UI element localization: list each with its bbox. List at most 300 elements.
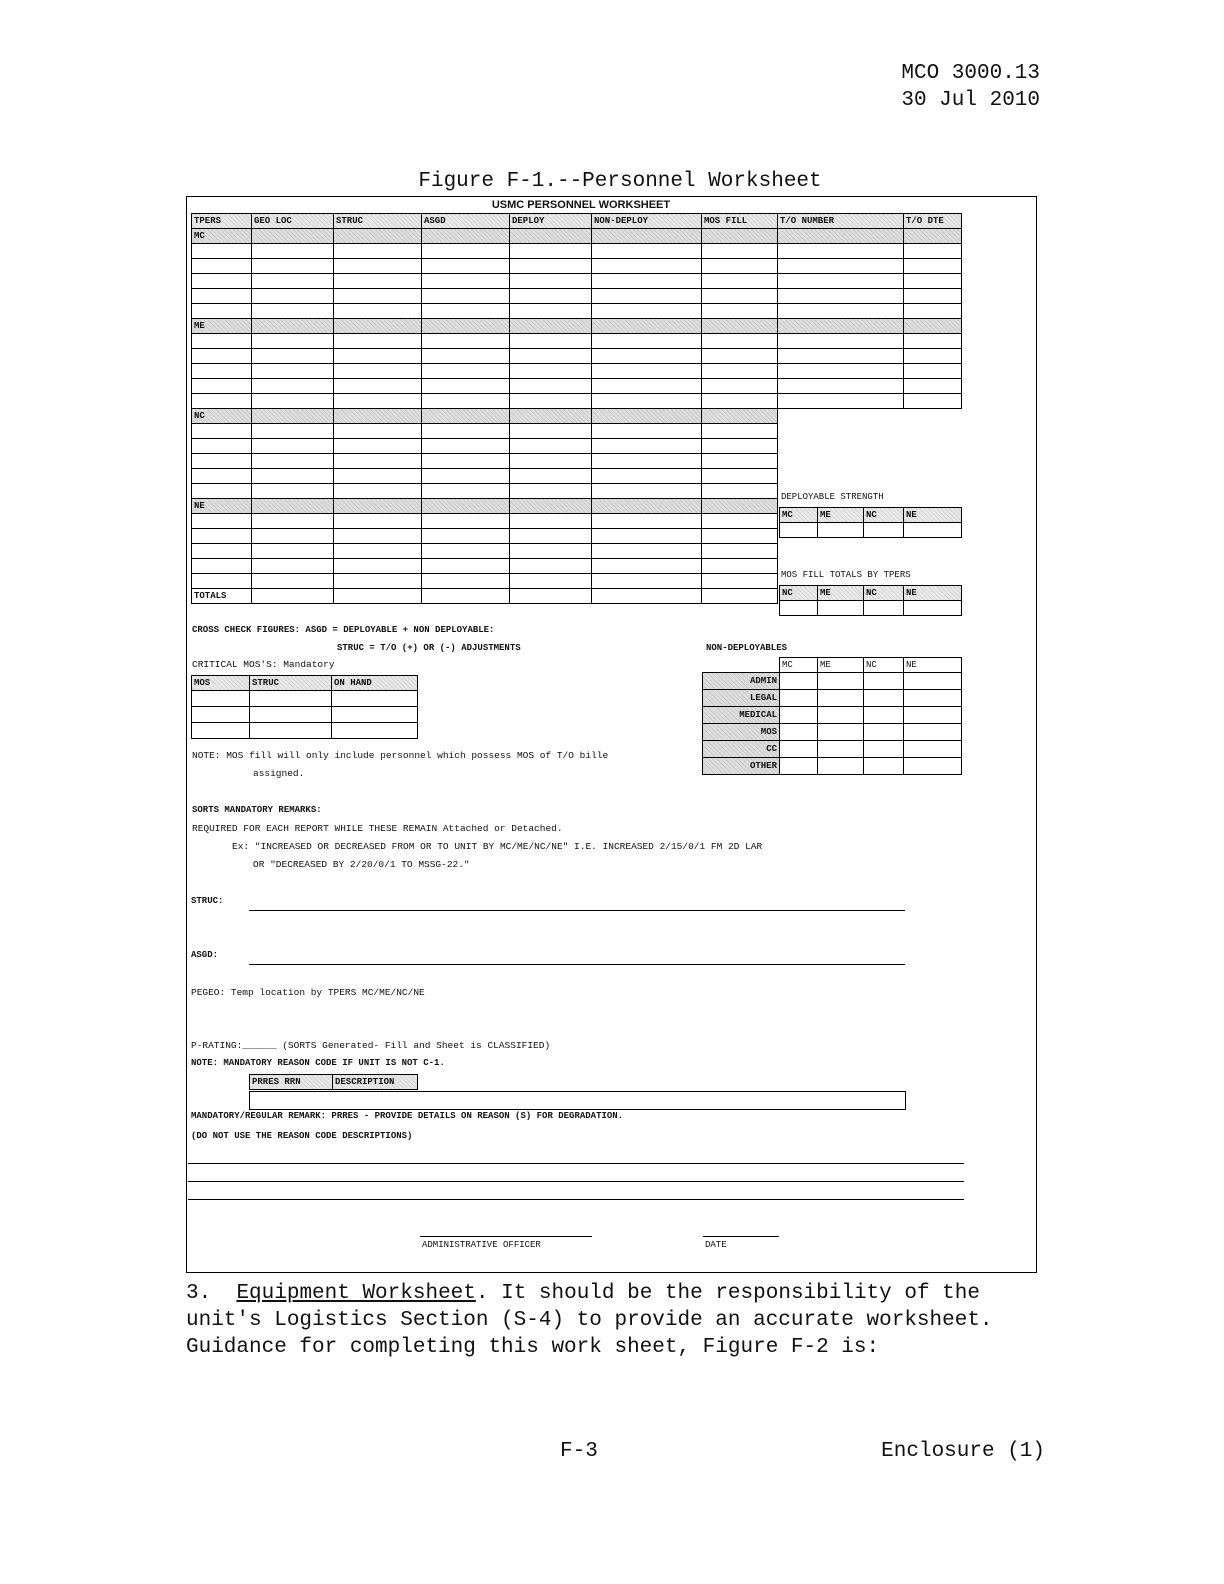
grid-cell[interactable] [510,244,592,259]
value-cell[interactable] [904,741,962,758]
header-row [780,586,962,601]
grid-cell[interactable] [778,229,904,244]
grid-cell[interactable] [334,364,422,379]
value-cell[interactable] [904,690,962,707]
grid-cell[interactable] [422,229,510,244]
admin-officer-signature-line[interactable] [420,1236,592,1237]
grid-cell[interactable] [422,334,510,349]
grid-cell[interactable] [510,469,592,484]
grid-cell[interactable] [510,394,592,409]
grid-cell[interactable] [778,379,904,394]
grid-cell[interactable] [510,349,592,364]
grid-cell[interactable] [904,319,962,334]
grid-cell[interactable] [510,574,592,589]
grid-cell[interactable] [904,394,962,409]
nondep-label-other: OTHER [703,758,780,775]
grid-cell[interactable] [778,304,904,319]
grid-cell[interactable] [252,439,334,454]
value-cell[interactable] [192,691,250,707]
grid-cell[interactable] [334,244,422,259]
col-header-nc: NC [780,586,818,601]
grid-cell[interactable] [702,499,778,514]
grid-cell[interactable] [592,439,702,454]
grid-cell[interactable] [334,544,422,559]
grid-cell[interactable] [592,394,702,409]
grid-cell[interactable] [702,484,778,499]
grid-cell[interactable] [252,424,334,439]
value-cell[interactable] [780,690,818,707]
grid-cell[interactable] [904,364,962,379]
grid-cell[interactable] [778,259,904,274]
grid-cell[interactable] [778,244,904,259]
value-cell[interactable] [864,523,904,538]
critical-mos-label: CRITICAL MOS'S: Mandatory [192,659,335,670]
grid-cell[interactable] [422,559,510,574]
grid-cell[interactable] [334,409,422,424]
value-cell[interactable] [904,707,962,724]
grid-cell[interactable] [510,454,592,469]
grid-cell[interactable] [334,424,422,439]
grid-cell[interactable] [904,244,962,259]
grid-cell[interactable] [702,529,778,544]
grid-cell[interactable] [334,484,422,499]
note-mos-line2: assigned. [253,768,305,779]
value-cell[interactable] [818,724,864,741]
grid-cell[interactable] [510,259,592,274]
grid-cell[interactable] [702,469,778,484]
critical-mos-table [191,675,418,739]
value-cell[interactable] [780,601,818,616]
value-cell[interactable] [332,723,418,739]
cross-check-line1: CROSS CHECK FIGURES: ASGD = DEPLOYABLE + NON DEPLOYABLE: [192,625,495,635]
grid-cell[interactable] [252,484,334,499]
grid-cell[interactable] [702,439,778,454]
col-header-nc: NC [864,586,904,601]
grid-cell[interactable] [702,574,778,589]
value-cell[interactable] [904,673,962,690]
grid-cell[interactable] [334,259,422,274]
grid-cell[interactable] [252,259,334,274]
grid-cell[interactable] [422,259,510,274]
remark-line-2[interactable] [188,1181,964,1182]
grid-cell[interactable] [334,319,422,334]
grid-cell[interactable] [904,229,962,244]
grid-cell[interactable] [702,394,778,409]
grid-cell[interactable] [252,394,334,409]
grid-cell[interactable] [702,379,778,394]
grid-cell[interactable] [702,274,778,289]
nondep-row [703,690,962,707]
grid-row [192,319,962,334]
grid-cell[interactable] [252,289,334,304]
nondep-col-mc: MC [780,658,818,673]
grid-cell[interactable] [192,529,252,544]
grid-cell[interactable] [252,544,334,559]
grid-cell[interactable] [510,289,592,304]
value-row [780,523,962,538]
value-cell[interactable] [818,523,864,538]
grid-cell[interactable] [592,454,702,469]
grid-cell[interactable] [592,529,702,544]
grid-cell[interactable] [422,499,510,514]
reason-entry-box[interactable] [249,1091,906,1110]
value-cell[interactable] [864,690,904,707]
grid-cell[interactable] [252,304,334,319]
grid-cell[interactable] [252,469,334,484]
grid-cell[interactable] [592,514,702,529]
grid-cell[interactable] [252,574,334,589]
group-label-me: ME [192,319,252,334]
grid-row [192,544,962,559]
grid-cell[interactable] [592,244,702,259]
grid-cell[interactable] [510,484,592,499]
grid-cell[interactable] [334,334,422,349]
grid-cell[interactable] [778,289,904,304]
value-cell[interactable] [250,723,332,739]
grid-cell[interactable] [252,274,334,289]
grid-cell[interactable] [592,259,702,274]
grid-cell[interactable] [510,409,592,424]
grid-row [192,304,962,319]
value-cell[interactable] [780,673,818,690]
sorts-line3: OR "DECREASED BY 2/20/0/1 TO MSSG-22." [253,859,470,870]
grid-row [192,424,962,439]
nondep-label-medical: MEDICAL [703,707,780,724]
grid-cell[interactable] [252,499,334,514]
col-header-tpers: TPERS [192,214,252,229]
col-header-mc: MC [780,508,818,523]
grid-cell[interactable] [592,499,702,514]
value-cell[interactable] [818,758,864,775]
grid-cell[interactable] [192,439,252,454]
value-cell[interactable] [332,707,418,723]
grid-row [192,229,962,244]
grid-cell[interactable] [702,424,778,439]
mos-fill-totals-label: MOS FILL TOTALS BY TPERS [781,570,911,580]
grid-cell[interactable] [192,514,252,529]
grid-cell [904,454,962,469]
grid-cell[interactable] [778,319,904,334]
grid-cell[interactable] [592,274,702,289]
grid-cell[interactable] [334,469,422,484]
grid-cell[interactable] [510,304,592,319]
header-row [192,676,418,691]
grid-cell[interactable] [252,334,334,349]
grid-cell[interactable] [904,334,962,349]
header-row [703,658,962,673]
grid-cell[interactable] [510,379,592,394]
grid-cell[interactable] [778,274,904,289]
grid-cell[interactable] [422,469,510,484]
value-cell[interactable] [192,723,250,739]
asgd-line[interactable] [249,964,905,965]
worksheet-title: USMC PERSONNEL WORKSHEET [491,199,671,211]
value-cell[interactable] [332,691,418,707]
value-cell[interactable] [904,758,962,775]
grid-cell[interactable] [592,319,702,334]
nondep-label-cc: CC [703,741,780,758]
grid-cell[interactable] [592,574,702,589]
grid-cell[interactable] [702,349,778,364]
grid-cell[interactable] [192,274,252,289]
grid-cell[interactable] [422,409,510,424]
grid-cell[interactable] [192,574,252,589]
grid-cell[interactable] [702,319,778,334]
totals-cell[interactable] [510,589,592,604]
value-cell[interactable] [780,707,818,724]
grid-header-row [192,214,962,229]
p-rating-text: P-RATING:______ (SORTS Generated- Fill and Sheet is CLASSIFIED) [191,1040,551,1051]
value-cell[interactable] [864,724,904,741]
pegeo-text: PEGEO: Temp location by TPERS MC/ME/NC/NE [191,987,425,998]
grid-cell[interactable] [702,454,778,469]
grid-cell[interactable] [510,559,592,574]
value-cell[interactable] [864,707,904,724]
grid-cell[interactable] [510,364,592,379]
grid-cell[interactable] [510,334,592,349]
grid-cell[interactable] [252,454,334,469]
mandatory-remark-text: MANDATORY/REGULAR REMARK: PRRES - PROVIDE DETAILS ON REASON (S) FOR DEGRADATION. [191,1111,624,1121]
grid-cell[interactable] [592,334,702,349]
grid-cell[interactable] [592,424,702,439]
grid-cell[interactable] [334,439,422,454]
grid-cell[interactable] [904,259,962,274]
grid-cell[interactable] [702,304,778,319]
grid-cell[interactable] [904,379,962,394]
grid-cell[interactable] [192,259,252,274]
value-cell[interactable] [818,741,864,758]
value-cell[interactable] [250,691,332,707]
grid-cell[interactable] [192,289,252,304]
grid-cell[interactable] [422,349,510,364]
grid-cell[interactable] [422,319,510,334]
grid-cell[interactable] [422,514,510,529]
grid-cell[interactable] [510,544,592,559]
value-cell[interactable] [250,707,332,723]
value-cell[interactable] [818,673,864,690]
value-cell[interactable] [864,741,904,758]
grid-cell[interactable] [192,484,252,499]
grid-cell[interactable] [192,349,252,364]
value-cell[interactable] [864,673,904,690]
grid-cell[interactable] [510,514,592,529]
value-cell[interactable] [818,707,864,724]
grid-cell[interactable] [702,544,778,559]
grid-cell[interactable] [778,394,904,409]
grid-cell[interactable] [334,289,422,304]
grid-cell[interactable] [334,304,422,319]
grid-cell[interactable] [252,364,334,379]
grid-cell[interactable] [422,544,510,559]
totals-cell[interactable] [252,589,334,604]
grid-row [192,439,962,454]
grid-cell[interactable] [904,289,962,304]
grid-cell[interactable] [592,379,702,394]
grid-cell[interactable] [510,499,592,514]
grid-cell[interactable] [592,229,702,244]
grid-cell[interactable] [422,454,510,469]
totals-cell[interactable] [702,589,778,604]
grid-cell[interactable] [510,424,592,439]
grid-cell[interactable] [510,529,592,544]
nondep-col-ne: NE [904,658,962,673]
value-cell[interactable] [904,724,962,741]
grid-cell[interactable] [334,514,422,529]
body-paragraph [186,1280,1046,1361]
grid-cell[interactable] [252,229,334,244]
grid-cell[interactable] [422,274,510,289]
grid-cell[interactable] [334,349,422,364]
grid-cell[interactable] [334,229,422,244]
totals-cell[interactable] [592,589,702,604]
grid-cell[interactable] [778,334,904,349]
grid-cell[interactable] [422,574,510,589]
asgd-label: ASGD: [191,950,219,960]
grid-cell[interactable] [904,349,962,364]
grid-cell[interactable] [422,439,510,454]
grid-cell[interactable] [592,469,702,484]
grid-cell[interactable] [252,349,334,364]
nondep-label-mos: MOS [703,724,780,741]
do-not-use-text: (DO NOT USE THE REASON CODE DESCRIPTIONS) [191,1131,413,1141]
deployable-strength-label: DEPLOYABLE STRENGTH [781,492,884,502]
grid-cell[interactable] [510,274,592,289]
cross-check-line2: STRUC = T/O (+) OR (-) ADJUSTMENTS [337,643,521,653]
grid-cell[interactable] [334,379,422,394]
grid-cell[interactable] [702,259,778,274]
grid-cell[interactable] [592,304,702,319]
grid-cell[interactable] [192,469,252,484]
grid-cell[interactable] [592,559,702,574]
grid-cell[interactable] [334,499,422,514]
grid-cell[interactable] [422,379,510,394]
grid-cell[interactable] [192,304,252,319]
totals-cell[interactable] [422,589,510,604]
grid-cell[interactable] [422,394,510,409]
grid-cell[interactable] [334,559,422,574]
grid-cell[interactable] [192,424,252,439]
value-row [192,691,418,707]
note-mos-line1: NOTE: MOS fill will only include personnel which possess MOS of T/O bille [192,750,609,761]
grid-cell[interactable] [778,349,904,364]
value-cell[interactable] [780,724,818,741]
grid-cell[interactable] [252,529,334,544]
value-cell[interactable] [904,601,962,616]
value-cell[interactable] [864,758,904,775]
remark-line-3[interactable] [188,1199,964,1200]
grid-cell[interactable] [192,244,252,259]
grid-cell[interactable] [510,439,592,454]
grid-cell[interactable] [592,409,702,424]
nondep-label-admin: ADMIN [703,673,780,690]
grid-cell[interactable] [252,514,334,529]
remark-line-1[interactable] [188,1163,964,1164]
nondep-row [703,707,962,724]
grid-cell[interactable] [702,289,778,304]
grid-cell[interactable] [252,559,334,574]
grid-cell[interactable] [510,319,592,334]
grid-cell[interactable] [192,544,252,559]
grid-cell[interactable] [592,289,702,304]
grid-cell[interactable] [904,274,962,289]
grid-cell[interactable] [422,289,510,304]
value-cell[interactable] [818,690,864,707]
value-cell[interactable] [780,758,818,775]
value-cell[interactable] [864,601,904,616]
value-cell[interactable] [780,523,818,538]
grid-cell[interactable] [192,334,252,349]
col-header-nc: NC [864,508,904,523]
grid-cell[interactable] [592,484,702,499]
grid-cell[interactable] [702,514,778,529]
grid-cell[interactable] [422,529,510,544]
grid-row [192,469,962,484]
grid-cell[interactable] [334,529,422,544]
group-label-ne: NE [192,499,252,514]
grid-cell[interactable] [592,544,702,559]
grid-cell[interactable] [702,244,778,259]
col-header-t-o-number: T/O NUMBER [778,214,904,229]
grid-cell[interactable] [252,244,334,259]
grid-cell[interactable] [510,229,592,244]
nondep-label-legal: LEGAL [703,690,780,707]
grid-cell[interactable] [778,364,904,379]
grid-cell[interactable] [422,244,510,259]
grid-cell[interactable] [334,394,422,409]
grid-cell[interactable] [334,454,422,469]
crit-col-struc: STRUC [250,676,332,691]
value-cell[interactable] [904,523,962,538]
grid-cell[interactable] [422,484,510,499]
grid-cell[interactable] [252,409,334,424]
grid-cell[interactable] [252,319,334,334]
grid-cell[interactable] [702,229,778,244]
grid-cell[interactable] [192,454,252,469]
reason-code-table [249,1074,418,1090]
grid-cell[interactable] [592,364,702,379]
grid-cell[interactable] [192,394,252,409]
grid-cell[interactable] [192,559,252,574]
grid-cell[interactable] [904,304,962,319]
grid-cell[interactable] [192,364,252,379]
grid-cell[interactable] [334,274,422,289]
grid-cell[interactable] [702,334,778,349]
col-header-me: ME [818,586,864,601]
grid-cell[interactable] [702,409,778,424]
grid-cell [778,469,904,484]
nondep-row [703,673,962,690]
date-label: DATE [705,1240,727,1250]
value-cell[interactable] [780,741,818,758]
date-signature-line[interactable] [703,1236,779,1237]
totals-label: TOTALS [192,589,252,604]
grid-cell[interactable] [192,379,252,394]
grid-cell[interactable] [422,304,510,319]
value-cell[interactable] [818,601,864,616]
grid-cell[interactable] [422,364,510,379]
grid-cell[interactable] [592,349,702,364]
crit-col-mos: MOS [192,676,250,691]
grid-cell[interactable] [422,424,510,439]
grid-cell[interactable] [334,574,422,589]
grid-cell[interactable] [252,379,334,394]
totals-cell[interactable] [334,589,422,604]
value-cell[interactable] [192,707,250,723]
grid-cell[interactable] [702,559,778,574]
grid-cell[interactable] [702,364,778,379]
struc-line[interactable] [249,910,905,911]
mos-fill-totals-table [779,585,962,616]
